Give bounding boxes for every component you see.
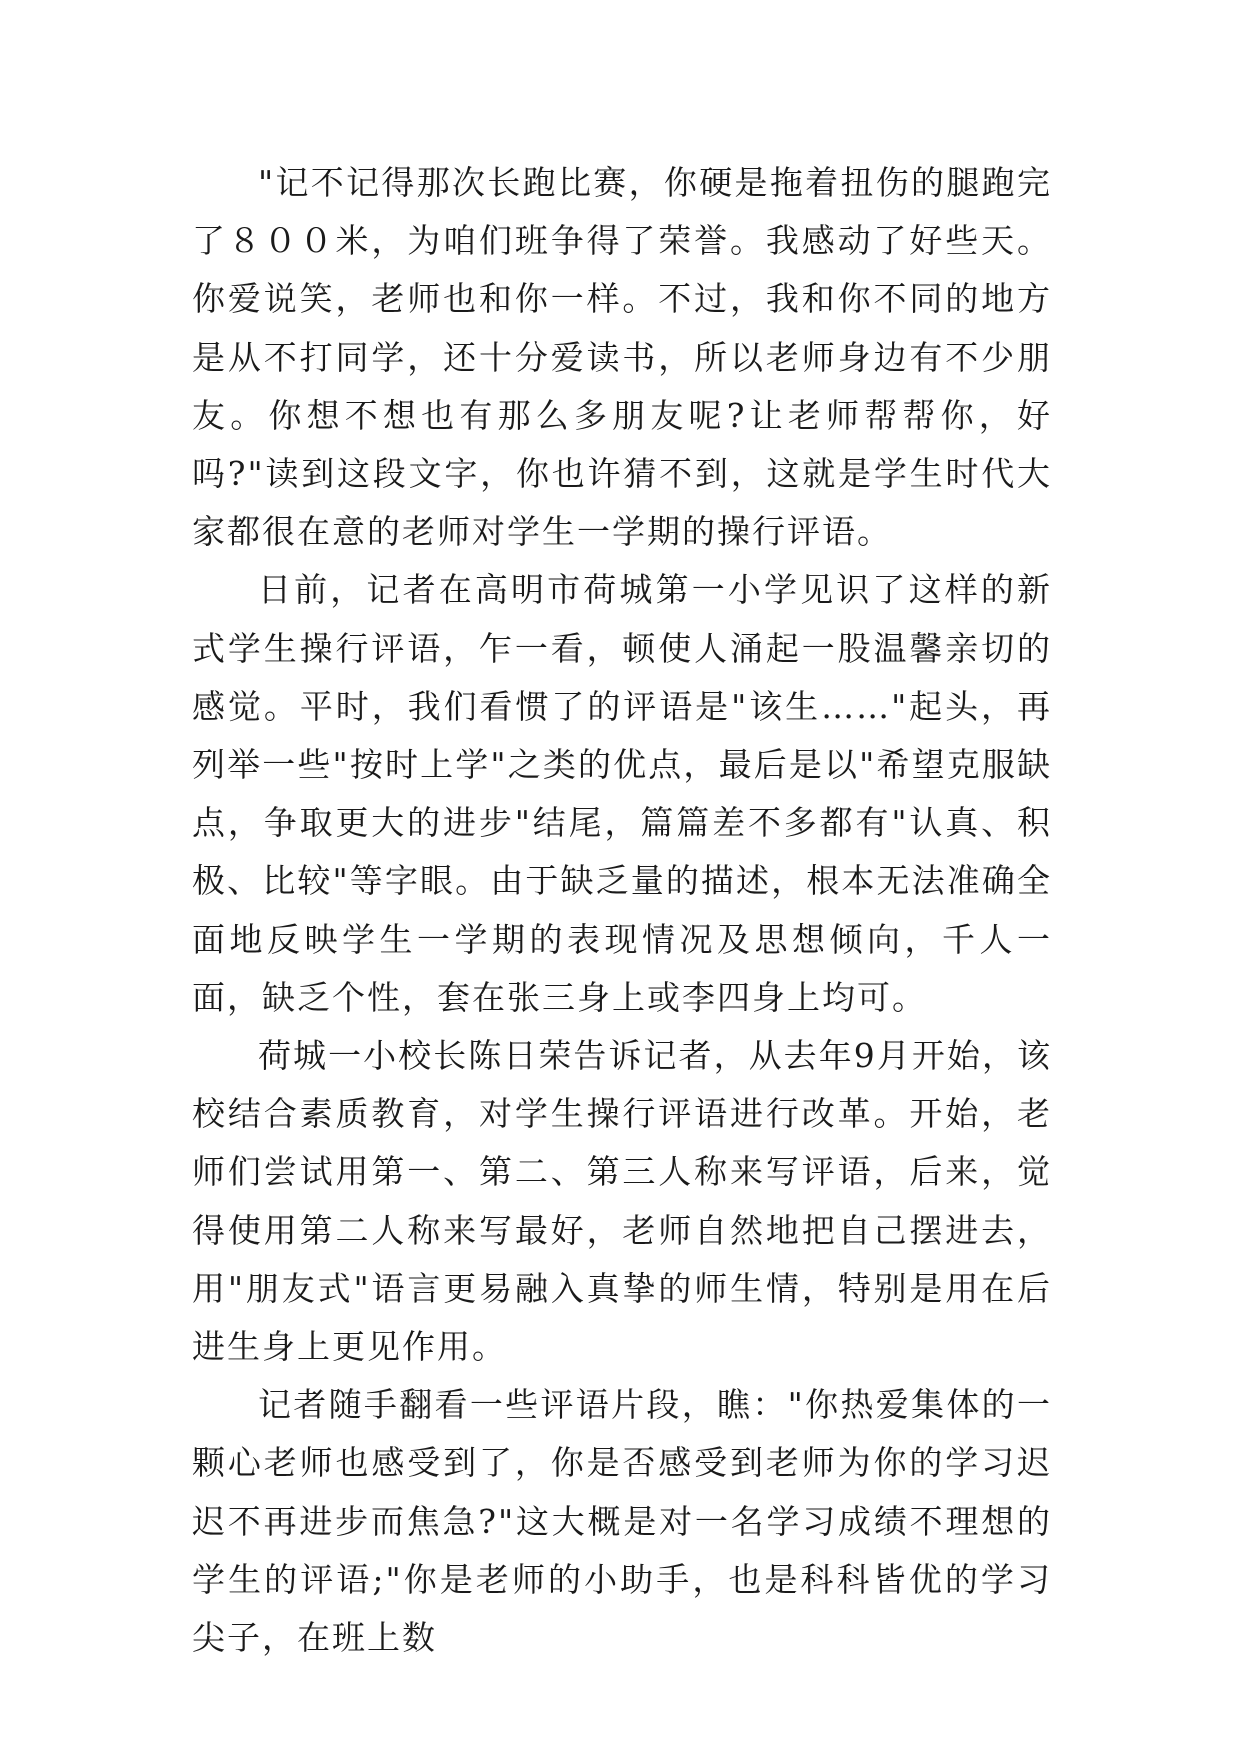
paragraph-4: 记者随手翻看一些评语片段，瞧："你热爱集体的一颗心老师也感受到了，你是否感受到老师为你的学习迟迟不再进步而焦急?"这大概是对一名学习成绩不理想的学生的评语;"你是老师的小助手，也是科科皆优的学习尖子，在班上数 [192, 1385, 1052, 1658]
paragraph-2: 日前，记者在高明市荷城第一小学见识了这样的新式学生操行评语，乍一看，顿使人涌起一股温馨亲切的感觉。平时，我们看惯了的评语是"该生……"起头，再列举一些"按时上学"之类的优点，最后是以"希望克服缺点，争取更大的进步"结尾，篇篇差不多都有"认真、积极、比较"等字眼。由于缺乏量的描述，根本无法准确全面地反映学生一学期的表现情况及思想倾向，千人一面，缺乏个性，套在张三身上或李四身上均可。 [192, 570, 1052, 1017]
article-body [192, 154, 1052, 1667]
paragraph-1: "记不记得那次长跑比赛，你硬是拖着扭伤的腿跑完了８００米，为咱们班争得了荣誉。我感动了好些天。你爱说笑，老师也和你一样。不过，我和你不同的地方是从不打同学，还十分爱读书，所以老师身边有不少朋友。你想不想也有那么多朋友呢?让老师帮帮你，好吗?"读到这段文字，你也许猜不到，这就是学生时代大家都很在意的老师对学生一学期的操行评语。 [192, 163, 1052, 552]
paragraph-3: 荷城一小校长陈日荣告诉记者，从去年9月开始，该校结合素质教育，对学生操行评语进行改革。开始，老师们尝试用第一、第二、第三人称来写评语，后来，觉得使用第二人称来写最好，老师自然地把自己摆进去，用"朋友式"语言更易融入真挚的师生情，特别是用在后进生身上更见作用。 [192, 1036, 1052, 1367]
